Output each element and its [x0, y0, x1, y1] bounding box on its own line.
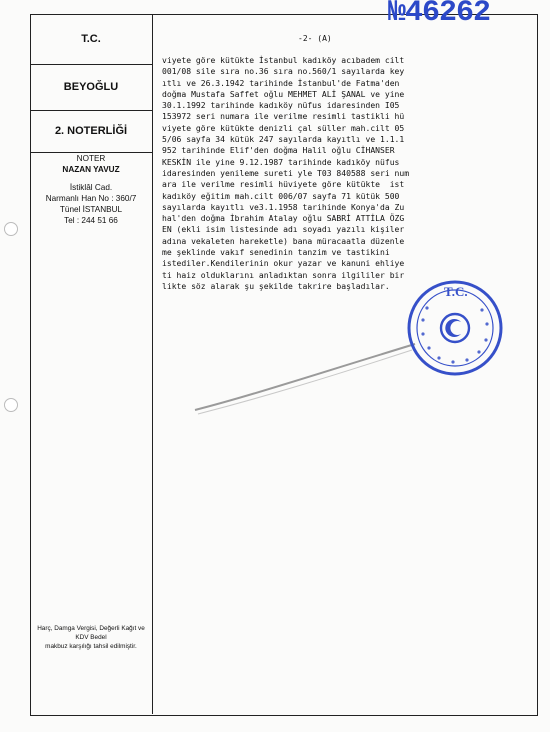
notary-info: [30, 153, 152, 226]
body-line: EN (ekli isim listesinde adı soyadı yazılı kişiler: [162, 225, 405, 235]
punch-hole: [4, 398, 18, 412]
body-line: me şeklinde vakıf senedinin tanzim ve tastikini: [162, 248, 390, 258]
address-line: İstiklâl Cad.: [69, 183, 113, 192]
fee-note-line: makbuz karşılığı tahsil edilmiştir.: [45, 643, 137, 650]
page-header: -2- (A): [298, 34, 332, 43]
body-line: ara ile verilme resimli hüviyete göre kütükte ist: [162, 180, 405, 190]
body-line: viyete göre kütükte denizli çal süller mah.cilt 05: [162, 123, 405, 133]
notary-role: NOTER: [76, 154, 106, 163]
body-line: ıtlı ve 26.3.1942 tarihinde İstanbul'de Fatma'den: [162, 78, 400, 88]
body-line: adına vekaleten hareketle) bana müracaatla düzenle: [162, 236, 405, 246]
serial-number: №46262: [388, 0, 491, 30]
body-line: KESKİN ile yine 9.12.1987 tarihinde kadıköy nüfus: [162, 157, 400, 167]
body-line: likte söz alarak şu şekilde takrire başladılar.: [162, 281, 390, 291]
seal-text: T.C.: [444, 284, 468, 299]
body-line: idaresinden yenileme sureti yle T03 840588 seri num: [162, 168, 410, 178]
body-line: 952 tarihinde Elif'den doğma Halil oğlu CİHANSER: [162, 146, 395, 156]
body-line: 001/08 sile sıra no.36 sıra no.560/1 sayılarda key: [162, 67, 405, 77]
fee-note: [30, 624, 152, 651]
body-line: sayılarda kayıtlı ve3.1.1958 tarihinde Konya'da Zu: [162, 202, 405, 212]
body-line: kadıköy eğitim mah.cilt 006/07 sayfa 71 kütük 500: [162, 191, 400, 201]
diagonal-pen-stroke: [190, 338, 420, 418]
notary-name: NAZAN YAVUZ: [62, 165, 120, 174]
body-line: hal'den doğma İbrahim Atalay oğlu SABRİ ATTİLA ÖZG: [162, 214, 405, 224]
document-body: [162, 55, 532, 292]
body-line: 30.1.1992 tarihinde kadıköy nüfus idaresinden I05: [162, 101, 400, 111]
phone-number: Tel : 244 51 66: [64, 216, 118, 225]
address-line: Narmanlı Han No : 360/7: [45, 194, 137, 203]
body-line: 153972 seri numara ile verilme resimli tastikli hü: [162, 112, 405, 122]
notary-letterhead-column: [30, 14, 153, 714]
body-line: ti haiz olduklarını anladıktan sonra ilgililer bir: [162, 270, 405, 280]
body-line: istediler.Kendilerinin okur yazar ve kanuni ehliye: [162, 259, 405, 269]
address-line: Tünel İSTANBUL: [59, 205, 123, 214]
letterhead-district: BEYOĞLU: [30, 64, 152, 111]
body-line: viyete göre kütükte İstanbul kadıköy acıbadem cilt: [162, 56, 405, 65]
fee-note-line: Harç, Damga Vergisi, Değerli Kağıt ve: [37, 625, 145, 632]
body-line: 5/06 sayfa 34 kütük 247 sayılarda kayıtlı ve 1.1.1: [162, 135, 405, 145]
letterhead-tc: T.C.: [30, 14, 152, 65]
letterhead-office: 2. NOTERLİĞİ: [30, 110, 152, 153]
punch-hole: [4, 222, 18, 236]
fee-note-line: KDV Bedel: [75, 634, 107, 641]
body-line: doğma Mustafa Saffet oğlu MEHMET ALİ ŞANAL ve yine: [162, 89, 405, 99]
